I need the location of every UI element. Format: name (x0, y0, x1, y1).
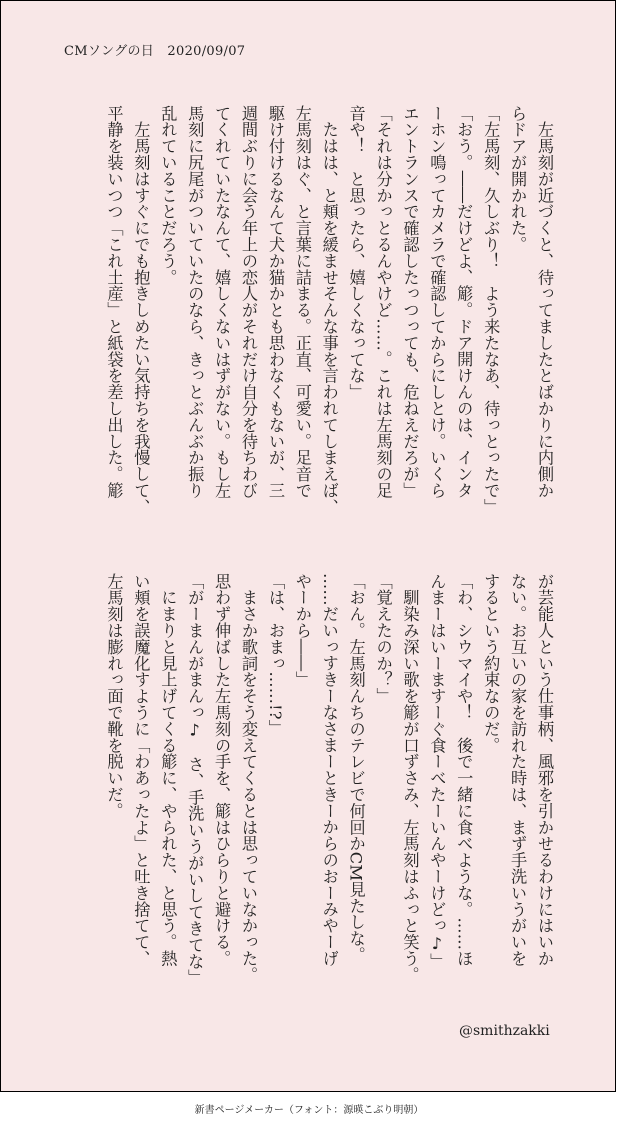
text-line: 音や！ と思ったら、嬉しくなってな」 (346, 105, 366, 401)
text-line: 平静を装いつつ「これ土産」と紙袋を差し出した。簓 (104, 105, 124, 499)
text-line: んまーはいーますーぐ食ーべたーいんやーけどっ♪」 (427, 573, 447, 970)
text-line: ない。お互いの家を訪れた時は、まず手洗いうがいを (508, 573, 528, 967)
text-line: 「おう。――だけどよ、簓。ドア開けんのは、インタ (454, 105, 474, 499)
body-text-bottom (59, 573, 557, 993)
footer-credit: 新書ページメーカー（フォント：源暎こぶり明朝） (194, 1105, 424, 1116)
text-line: 「は、おまっ……!?」 (265, 573, 285, 737)
text-line: 「わ、シウマイや！ 後で一緒に食べような。……ほ (454, 573, 474, 967)
text-line: てくれていたなんて、嬉しくないはずがない。もし左 (212, 105, 232, 499)
text-line: するという約束なのだ。 (481, 573, 501, 754)
text-line: 左馬刻はすぐにでも抱きしめたい気持ちを我慢して、 (131, 105, 151, 515)
text-line: 左馬刻はぐ、と言葉に詰まる。正直、可愛い。足音で (292, 105, 312, 499)
body-text-top (59, 105, 557, 529)
header-title: CMソングの日 (64, 44, 155, 59)
text-line: ……だいっすきーなさまーときーからのおーみやーげ (319, 573, 339, 967)
text-line: らドアが開かれた。 (508, 105, 528, 253)
text-line: い頬を誤魔化すように「わあったよ」と吐き捨てて、 (131, 573, 151, 967)
text-line: 駆け付けるなんて犬か猫かとも思わなくもないが、三 (265, 105, 285, 499)
text-line: 馴染み深い歌を簓が口ずさみ、左馬刻はふっと笑う。 (400, 573, 420, 983)
text-line: まさか歌詞をそう変えてくるとは思っていなかった。 (239, 573, 259, 983)
text-line: 左馬刻が近づくと、待ってましたとばかりに内側か (535, 105, 554, 499)
text-line: 「それは分かっとるんやけど……。これは左馬刻の足 (373, 105, 393, 499)
page-header (64, 40, 245, 59)
text-line: 「おん。左馬刻んちのテレビで何回かCM見たしな。 (346, 573, 366, 964)
text-line: エントランスで確認したっつっても、危ねえだろが」 (400, 105, 420, 499)
text-line: ーホン鳴ってカメラで確認してからにしとけ。いくら (427, 105, 447, 499)
text-line: 馬刻に尻尾がついていたのなら、きっとぶんぶか振り (185, 105, 205, 499)
text-line: やーから――」 (292, 573, 312, 688)
text-line: 「がーまんがまんっ♪ さ、手洗いうがいしてきてな」 (185, 573, 205, 986)
text-line: 「覚えたのか？」 (373, 573, 393, 705)
text-line: が芸能人という仕事柄、風邪を引かせるわけにはいか (535, 573, 554, 967)
text-line: 乱れていることだろう。 (158, 105, 178, 286)
text-line: 思わず伸ばした左馬刻の手を、簓はひらりと避ける。 (212, 573, 232, 967)
header-date: 2020/09/07 (167, 44, 246, 59)
text-line: 「左馬刻、久しぶり！ よう来たなあ、待っとったで」 (481, 105, 501, 515)
text-line: にまりと見上げてくる簓に、やられた、と思う。熱 (158, 573, 178, 967)
text-line: 左馬刻は膨れっ面で靴を脱いだ。 (104, 573, 124, 819)
text-line: 週間ぶりに会う年上の恋人がそれだけ自分を待ちわび (239, 105, 259, 499)
text-line: たはは、と頬を緩ませそんな事を言われてしまえば、 (319, 105, 339, 515)
author-handle: @smithzakki (459, 1023, 550, 1039)
